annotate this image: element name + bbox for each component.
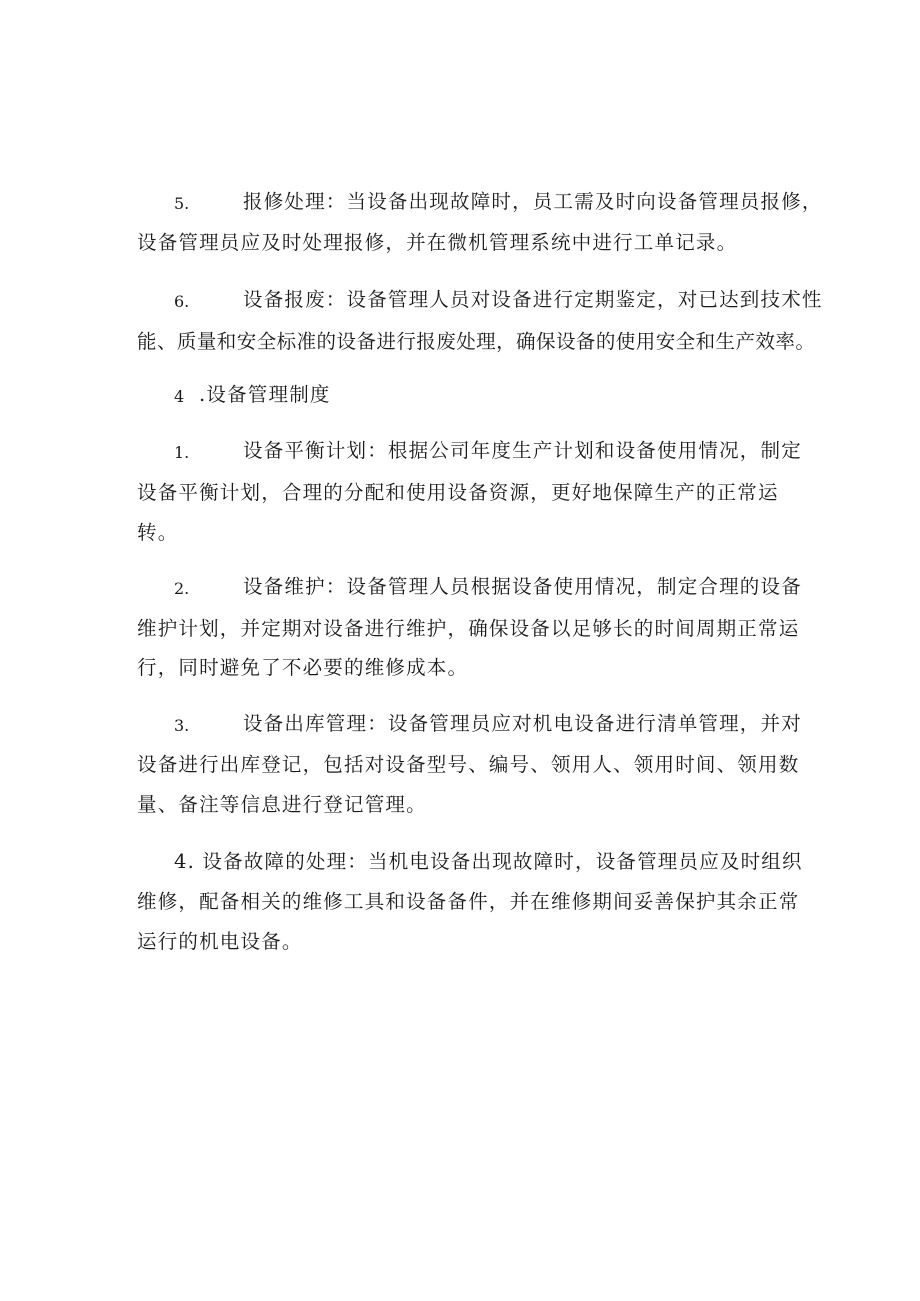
item-6-line-2: 能、质量和安全标准的设备进行报废处理，确保设备的使用安全和生产效率。 (137, 330, 816, 353)
sub-item-4-line-2: 维修，配备相关的维修工具和设备备件，并在维修期间妥善保护其余正常 (137, 890, 800, 913)
sub-item-1-line-2: 设备平衡计划，合理的分配和使用设备资源，更好地保障生产的正常运 (137, 481, 779, 504)
sub-item-3-line-3: 量、备注等信息进行登记管理。 (137, 793, 427, 816)
section-4-number: 4 (174, 387, 185, 406)
item-6-number: 6. (174, 292, 190, 311)
item-6-line-1: 设备报废：设备管理人员对设备进行定期鉴定，对已达到技术性 (243, 288, 823, 311)
item-5-line-1: 报修处理：当设备出现故障时，员工需及时向设备管理员报修， (243, 190, 823, 213)
sub-item-1-line-3: 转。 (137, 521, 179, 544)
sub-item-3-number: 3. (174, 716, 190, 735)
sub-item-4-line-1: 4. 设备故障的处理：当机电设备出现故障时，设备管理员应及时组织 (174, 850, 803, 873)
sub-item-2-line-3: 行，同时避免了不必要的维修成本。 (137, 656, 469, 679)
sub-item-1-line-1: 设备平衡计划：根据公司年度生产计划和设备使用情况，制定 (243, 439, 802, 462)
sub-item-2-line-2: 维护计划，并定期对设备进行维护，确保设备以足够长的时间周期正常运 (137, 617, 800, 640)
item-5-line-2: 设备管理员应及时处理报修，并在微机管理系统中进行工单记录。 (137, 231, 738, 254)
sub-item-3-line-1: 设备出库管理：设备管理员应对机电设备进行清单管理，并对 (243, 712, 802, 735)
sub-item-2-number: 2. (174, 579, 190, 598)
section-4-title: .设备管理制度 (199, 383, 331, 406)
sub-item-4-line-3: 运行的机电设备。 (137, 930, 303, 953)
sub-item-1-number: 1. (174, 443, 190, 462)
sub-item-3-line-2: 设备进行出库登记，包括对设备型号、编号、领用人、领用时间、领用数 (137, 753, 800, 776)
sub-item-2-line-1: 设备维护：设备管理人员根据设备使用情况，制定合理的设备 (243, 575, 802, 598)
item-5-number: 5. (174, 194, 190, 213)
